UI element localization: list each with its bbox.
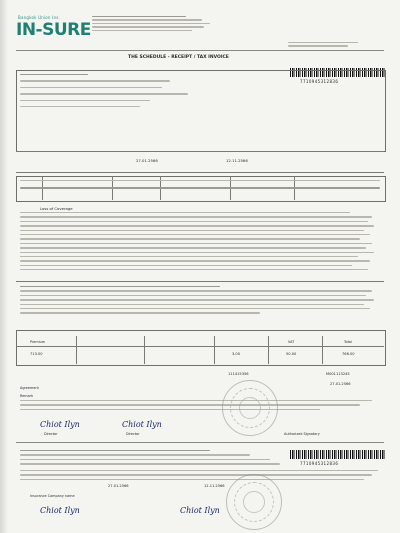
barcode-bottom-number: 7710945312836 (300, 461, 339, 466)
insurance-company-label: Insurance Company name (30, 494, 75, 498)
brand-name: IN-SURE (16, 20, 91, 40)
evidence-lines-full (20, 470, 380, 480)
premium-header-rule (16, 346, 384, 347)
signature-director-2: Chiot Ilyn (122, 420, 162, 429)
total-header: Total (344, 340, 352, 344)
reference-number-1: 111415356 (228, 372, 249, 376)
signature-director-4: Chiot Ilyn (180, 506, 220, 515)
vat-value: 50.00 (286, 352, 297, 356)
premium-table (16, 330, 386, 366)
premium-col-2 (144, 336, 145, 364)
barcode-top-number: 7710945312836 (300, 79, 339, 84)
vehicle-table-lines (20, 180, 380, 189)
company-seal-2 (226, 474, 282, 530)
coverage-label: Loss of Coverage (40, 206, 73, 211)
authorized-signatory-label: Authorized Signatory (284, 432, 320, 436)
brand-logo (16, 20, 91, 40)
coverage-text-block (20, 212, 380, 270)
compensation-divider (16, 281, 384, 282)
premium-col-4 (268, 336, 269, 364)
lower-section-divider (16, 442, 384, 443)
total-value: 766.00 (342, 352, 355, 356)
header-ref-box (288, 42, 384, 47)
period-start-date: 27.01.2566 (136, 158, 158, 163)
premium-col-3 (214, 336, 215, 364)
company-seal-1 (222, 380, 278, 436)
period-row-top (16, 151, 384, 152)
premium-header: Premium (30, 340, 46, 344)
barcode-bottom (290, 450, 386, 459)
director-label-2: Director (126, 432, 140, 436)
company-header-lines (92, 16, 212, 31)
remark-lines (20, 400, 380, 410)
title-underline (16, 50, 384, 51)
vat-header: VAT (288, 340, 295, 344)
period-row-bottom (16, 172, 384, 173)
insured-lines (20, 74, 188, 107)
evidence-start-date: 27.01.2566 (108, 484, 129, 488)
remark-label: Remark (20, 394, 34, 398)
premium-col-1 (76, 336, 77, 364)
stamp-duty-value: 3.00 (232, 352, 241, 356)
signature-director-1: Chiot Ilyn (40, 420, 80, 429)
reference-number-2: M001113245 (326, 372, 350, 376)
brand-tagline: Bangkok Union Ins. (18, 15, 60, 20)
agreement-label: Agreement (20, 386, 39, 390)
evidence-lines (20, 450, 284, 468)
period-end-date: 12.11.2566 (226, 158, 248, 163)
agreement-date: 27.01.2566 (330, 382, 351, 386)
signature-director-3: Chiot Ilyn (40, 506, 80, 515)
document-title: THE SCHEDULE - RECEIPT / TAX INVOICE (128, 55, 229, 60)
page-fold-shadow (0, 0, 8, 533)
premium-value: 713.00 (30, 352, 43, 356)
director-label-1: Director (44, 432, 58, 436)
evidence-end-date: 12.11.2566 (204, 484, 225, 488)
premium-col-5 (322, 336, 323, 364)
compensation-lines (20, 286, 380, 314)
